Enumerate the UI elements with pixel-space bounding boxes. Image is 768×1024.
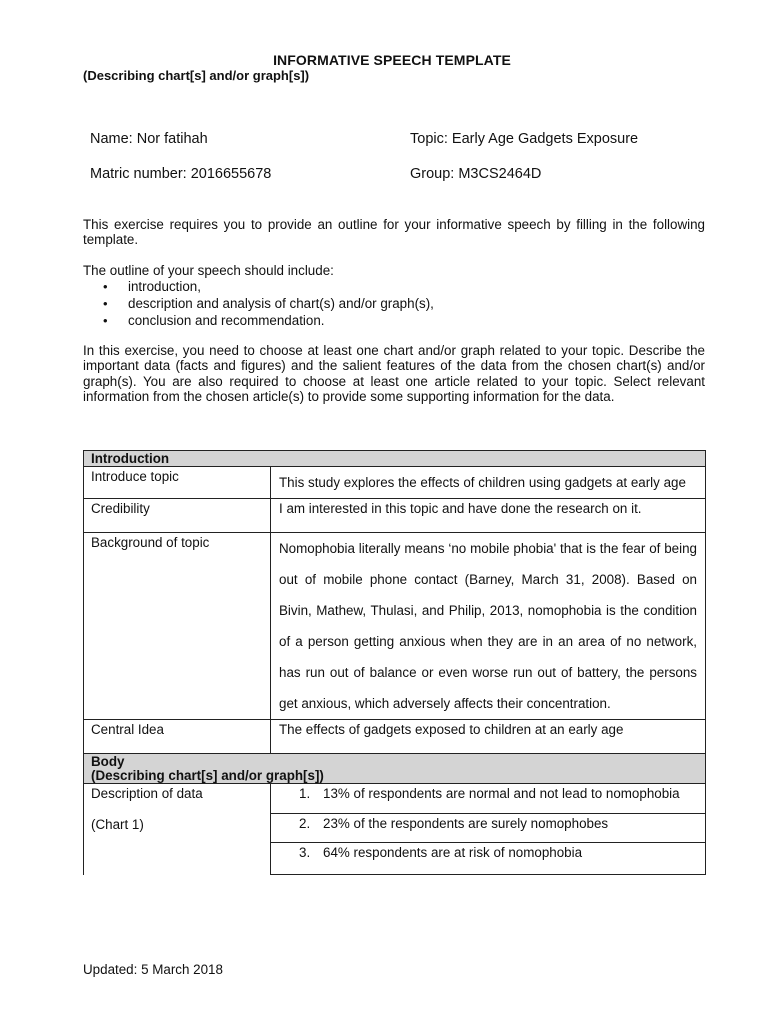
group-code: Group: M3CS2464D xyxy=(410,166,542,182)
bullet-item: • description and analysis of chart(s) and/or graph(s), xyxy=(83,295,434,312)
row-value: I am interested in this topic and have done the research on it. xyxy=(271,499,706,533)
list-item: 2. 23% of the respondents are surely nomophobes xyxy=(271,813,705,842)
body-heading-title: Body xyxy=(91,754,125,769)
body-heading xyxy=(84,754,706,784)
page-subtitle: (Describing chart[s] and/or graph[s]) xyxy=(83,68,310,83)
row-value: Nomophobia literally means ‘no mobile phobia' that is the fear of being out of mobile phone contact (Barney, March 31, 2008). Based on Bivin, Mathew, Thulasi, and Philip, 2013, nomophobia is the condition of a person getting anxious when they are in an area of no network, has run out of balance or even worse run out of battery, the persons get anxious, which adversely affects their concentration. xyxy=(271,533,706,720)
details-paragraph: In this exercise, you need to choose at least one chart and/or graph related to your topic. Describe the important data (facts and figures) and the salient features of the data from the chosen chart(s) and/or graph(s). You are also required to choose at least one article related to your topic. Select relevant information from the chosen article(s) to provide some supporting information for the data. xyxy=(83,343,705,404)
matric-number: Matric number: 2016655678 xyxy=(90,166,272,182)
table-row xyxy=(84,720,706,754)
speech-topic: Topic: Early Age Gadgets Exposure xyxy=(410,131,639,147)
table-row xyxy=(84,467,706,499)
row-value: This study explores the effects of children using gadgets at early age xyxy=(271,467,706,499)
data-list-cell xyxy=(271,784,706,875)
outline-lead: The outline of your speech should include: xyxy=(83,263,334,278)
introduction-heading: Introduction xyxy=(84,451,706,467)
student-name: Name: Nor fatihah xyxy=(90,131,208,147)
bullet-item: • conclusion and recommendation. xyxy=(83,312,434,329)
speech-outline-table xyxy=(83,450,706,875)
row-label: Central Idea xyxy=(84,720,271,754)
bullet-item: • introduction, xyxy=(83,278,434,295)
introduction-heading-row xyxy=(84,451,706,467)
table-row xyxy=(84,784,706,875)
chart-label: (Chart 1) xyxy=(91,817,144,832)
row-label: Description of data xyxy=(91,786,203,801)
row-label: Credibility xyxy=(84,499,271,533)
footer-updated-date: Updated: 5 March 2018 xyxy=(83,962,223,977)
table-row xyxy=(84,499,706,533)
row-label: Introduce topic xyxy=(84,467,271,499)
outline-bullet-list xyxy=(83,278,434,329)
list-item: 3. 64% respondents are at risk of nomophobia xyxy=(271,842,705,874)
table-row xyxy=(84,533,706,720)
row-value: The effects of gadgets exposed to children at an early age xyxy=(271,720,706,754)
row-label: Background of topic xyxy=(84,533,271,720)
intro-paragraph: This exercise requires you to provide an outline for your informative speech by filling in the following template. xyxy=(83,217,705,248)
page-title: INFORMATIVE SPEECH TEMPLATE xyxy=(273,52,511,68)
description-of-data-cell xyxy=(84,784,271,875)
body-heading-row xyxy=(84,754,706,784)
body-heading-subtitle: (Describing chart[s] and/or graph[s]) xyxy=(91,768,324,783)
list-item: 1. 13% of respondents are normal and not lead to nomophobia xyxy=(299,786,680,801)
